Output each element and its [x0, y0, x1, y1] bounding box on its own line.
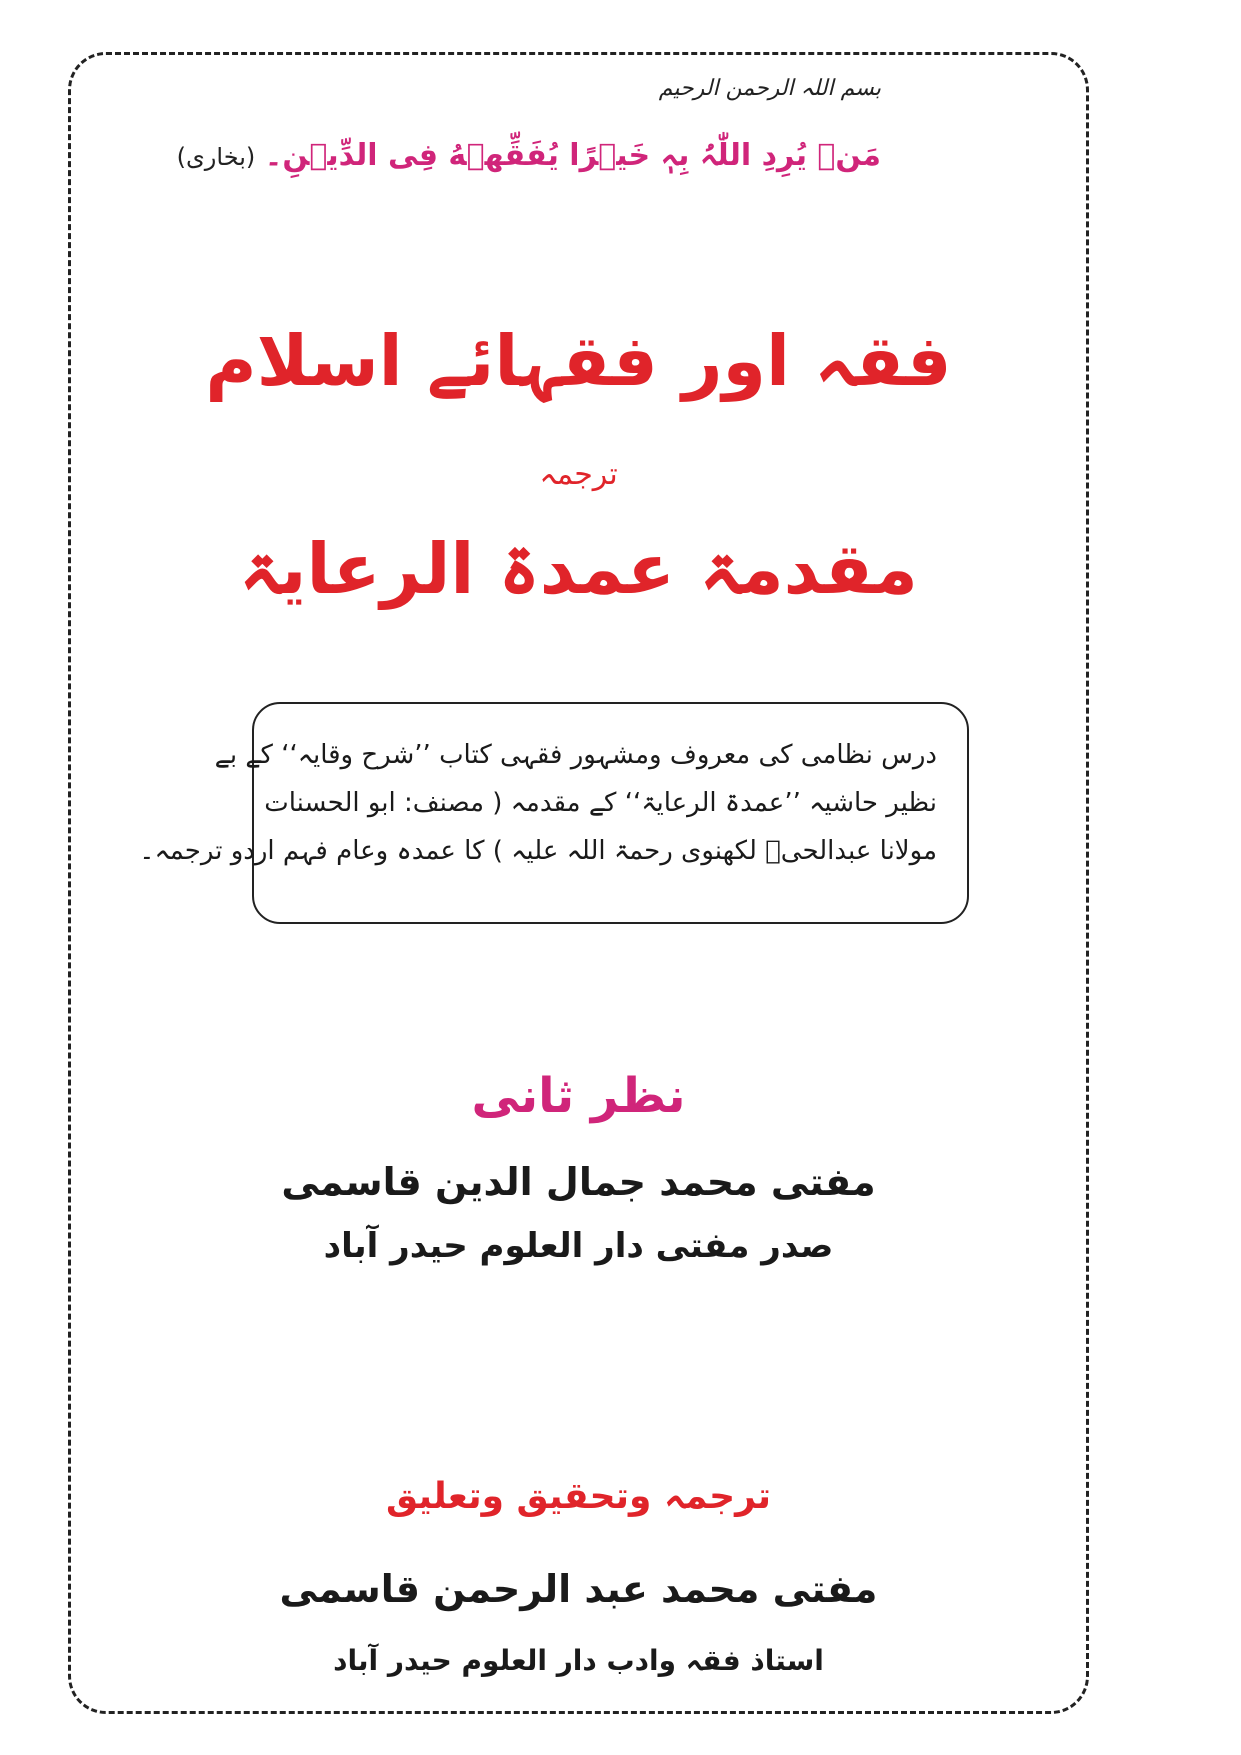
description-box	[139, 702, 969, 924]
hadith-text: مَنۡ یُرِدِ اللّٰہُ بِہٖ خَیۡرًا یُفَقِّھۡهُ فِی الدِّیۡنِ۔	[264, 138, 881, 173]
description-line: مولانا عبدالحیؒ لکھنوی رحمۃ اللہ علیہ ) کا عمدہ وعام فہم اردو ترجمہ۔	[139, 835, 937, 866]
hadith-reference: (بخاری)	[176, 143, 256, 171]
bismillah: بسم اللہ الرحمن الرحیم	[658, 76, 881, 101]
reviewer-position: صدر مفتی دار العلوم حیدر آباد	[323, 1226, 834, 1266]
translator-position: استاذ فقہ وادب دار العلوم حیدر آباد	[333, 1644, 824, 1677]
translator-name: مفتی محمد عبد الرحمن قاسمی	[279, 1567, 878, 1611]
hadith-line	[177, 138, 881, 173]
reviewer-name: مفتی محمد جمال الدین قاسمی	[281, 1160, 876, 1204]
title-connector: ترجمہ	[539, 457, 618, 492]
description-line: نظیر حاشیہ ’’عمدۃ الرعایۃ‘‘ کے مقدمہ ( مصنف: ابو الحسنات	[264, 787, 937, 818]
translation-heading: ترجمہ وتحقیق وتعلیق	[385, 1476, 772, 1517]
book-subtitle: مقدمۃ عمدۃ الرعایۃ	[239, 528, 918, 610]
book-title: فقہ اور فقہائے اسلام	[205, 320, 952, 402]
review-heading: نظر ثانی	[471, 1068, 686, 1124]
description-line: درس نظامی کی معروف ومشہور فقہی کتاب ’’شرح وقایہ‘‘ کے بے	[214, 740, 937, 770]
